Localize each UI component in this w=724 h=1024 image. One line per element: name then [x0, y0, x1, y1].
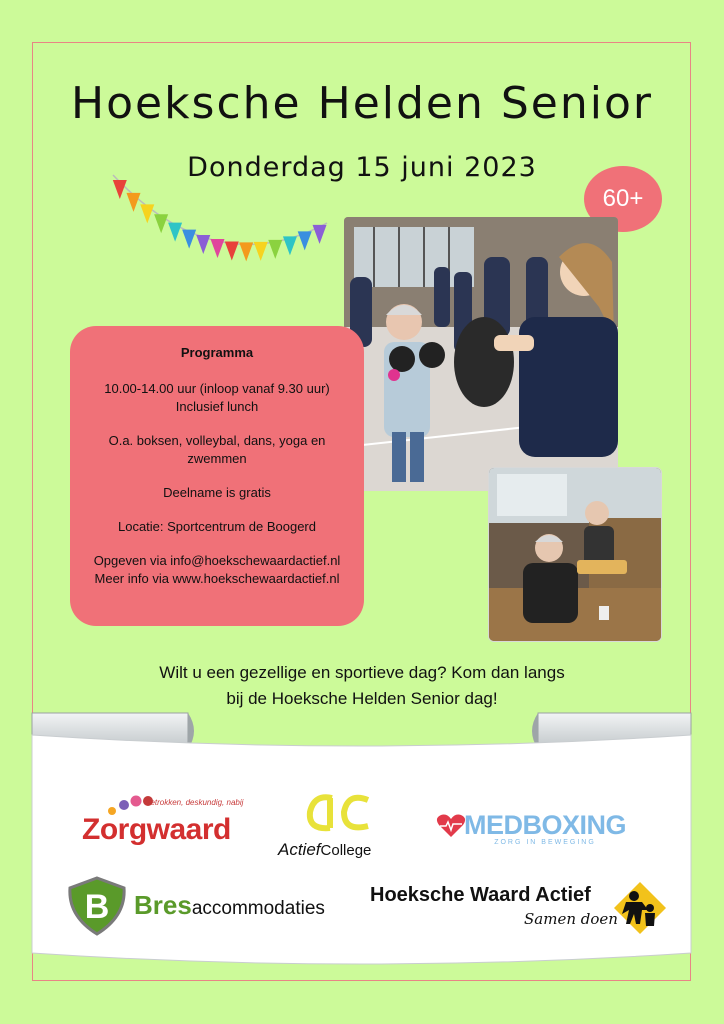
program-time: 10.00-14.00 uur (inloop vanaf 9.30 uur): [104, 381, 330, 396]
actief-college-logo: [276, 788, 396, 864]
bres-name-part1: Bres: [134, 890, 192, 920]
medboxing-logo: [436, 810, 636, 850]
zorgwaard-tagline: betrokken, deskundig, nabij: [146, 798, 244, 807]
bunting-flag: [211, 239, 225, 258]
event-date: Donderdag 15 juni 2023: [187, 152, 537, 183]
more-info-url: Meer info via www.hoekschewaardactief.nl: [94, 571, 340, 586]
bunting-flag: [268, 240, 282, 259]
program-activities: O.a. boksen, volleybal, dans, yoga en zwemmen: [108, 433, 326, 466]
hwa-logo: [370, 880, 670, 940]
actief-name-part2: College: [320, 842, 372, 859]
bunting-flag: [283, 236, 297, 255]
lunch-photo: [488, 467, 662, 642]
program-cost: Deelname is gratis: [163, 485, 271, 500]
hwa-tagline: Samen doen: [524, 910, 618, 928]
svg-text:B: B: [84, 888, 110, 926]
zorgwaard-name: Zorgwaard: [82, 813, 231, 846]
bunting-flag: [168, 223, 182, 242]
hwa-family-icon: [612, 880, 668, 936]
bunting-flag: [225, 241, 239, 260]
bres-logo: [66, 876, 346, 936]
bres-shield-icon: [66, 876, 128, 936]
program-heading: Programma: [180, 345, 254, 360]
bunting-flag: [313, 225, 327, 244]
age-badge: 60+: [584, 166, 662, 232]
bunting-flag: [239, 242, 253, 261]
boxing-photo: [344, 217, 618, 491]
program-lunch: Inclusief lunch: [175, 399, 259, 414]
actief-name-part1: Actief: [278, 840, 321, 859]
zorgwaard-logo: [82, 797, 252, 852]
hwa-name: Hoeksche Waard Actief: [370, 884, 591, 906]
bunting-flag: [140, 204, 154, 223]
bunting-flags-icon: [105, 165, 337, 285]
invite-line-2: bij de Hoeksche Helden Senior dag!: [226, 689, 498, 708]
poster-title: Hoeksche Helden Senior: [71, 78, 653, 129]
bres-name-part2: accommodaties: [191, 898, 325, 919]
invite-line-1: Wilt u een gezellige en sportieve dag? Kom dan langs: [159, 663, 565, 682]
bunting-flag: [254, 242, 268, 261]
heart-pulse-icon: [436, 813, 466, 839]
medboxing-name: MEDBOXING: [464, 810, 627, 840]
bunting-flag: [127, 193, 141, 212]
program-box: [70, 326, 364, 626]
medboxing-tagline: ZORG IN BEWEGING: [494, 839, 596, 846]
signup-email: Opgeven via info@hoekschewaardactief.nl: [93, 553, 341, 568]
bunting-flag: [154, 214, 168, 233]
bunting-flag: [113, 180, 127, 199]
actief-ac-icon: [300, 788, 376, 838]
bunting-flag: [182, 230, 196, 249]
bunting-flag: [298, 231, 312, 250]
program-location: Locatie: Sportcentrum de Boogerd: [117, 519, 316, 534]
bunting-flag: [196, 235, 210, 254]
